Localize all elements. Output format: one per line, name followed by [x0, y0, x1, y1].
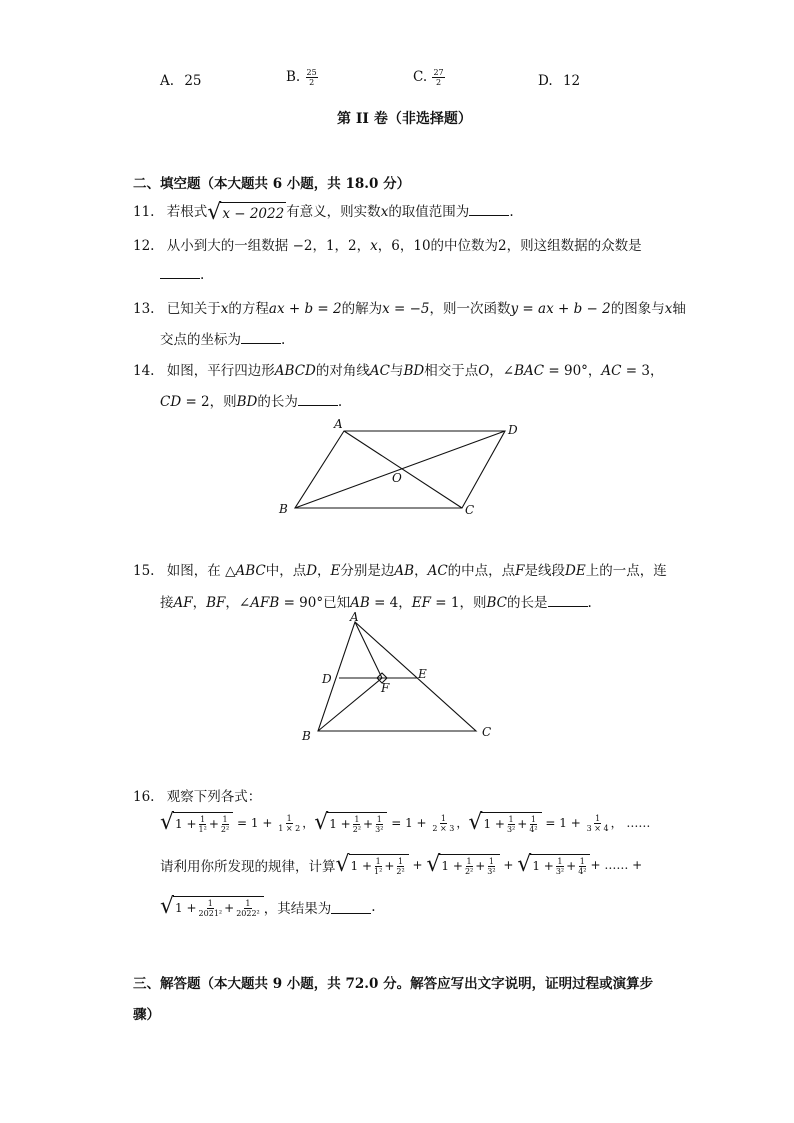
section-3-heading: 三、解答题（本大题共 9 小题，共 72.0 分。解答应写出文字说明，证明过程或演算步 — [133, 976, 654, 992]
option-a-value: 25 — [184, 73, 202, 89]
option-c-fraction: $\frac{27}{2}$ — [433, 68, 444, 87]
option-b-fraction: $\frac{25}{2}$ — [306, 68, 317, 87]
question-16-examples: √ 1 + $\frac{1}{\text{1²}}$ + $\frac{1}{\text{2²}}$ = 1 + $\frac{1}{1 \times 2}$ ， √ 1 + $\frac{1}{\text{2²}}$ + $\frac{1}{\text{3²}}$ = 1 + $\frac{1}{2 \times 3}$ ， √ 1 + $\frac{1}{\text{3²}}$ + $\frac{1}{\text{4²}}$ = 1 + $\frac{1}{3 \times 4}$ ， …… — [160, 810, 651, 835]
label-b: B — [302, 729, 311, 743]
option-b-label: B. — [286, 69, 301, 85]
option-d-value: 12 — [562, 73, 581, 89]
segment-af — [355, 622, 382, 678]
question-14: 14. 如图，平行四边形ABCD的对角线AC与BD相交于点O，∠BAC = 90°，AC = 3， — [133, 363, 664, 379]
answer-blank[interactable] — [548, 594, 588, 607]
question-13-line2: 交点的坐标为 . — [160, 332, 286, 348]
question-11: 11. 若根式 √ x − 2022 有意义，则实数x的取值范围为 . — [133, 199, 514, 225]
question-number: 15. — [133, 563, 155, 579]
label-c: C — [465, 503, 475, 517]
label-a: A — [334, 417, 343, 431]
section-2-heading: 二、填空题（本大题共 6 小题，共 18.0 分） — [133, 176, 411, 192]
label-o: O — [392, 471, 402, 485]
question-14-line2: CD = 2，则BD的长为 . — [160, 394, 343, 410]
label-a: A — [350, 612, 359, 624]
label-d: D — [322, 672, 332, 686]
question-number: 11. — [133, 204, 155, 220]
label-d: D — [508, 423, 518, 437]
question-number: 14. — [133, 363, 155, 379]
option-a — [160, 73, 202, 89]
question-16-line3: 请利用你所发现的规律，计算 √ 1 + $\frac{1}{\text{1²}}$ + $\frac{1}{\text{2²}}$ + √ 1 + $\frac{1}{\text{2²}}$ + $\frac{1}{\text{3²}}$ + √ 1 + $\frac{1}{\text{3²}}$ + $\frac{1}{\text{4²}}$ + …… + — [160, 852, 643, 877]
answer-blank[interactable] — [241, 331, 281, 344]
question-number: 12. — [133, 238, 155, 254]
question-15: 15. 如图，在 △ABC中，点D，E分别是边AB，AC的中点，点F是线段DE上的一点，连 — [133, 563, 667, 579]
question-12-line2: . — [160, 266, 204, 283]
question-12: 12. 从小到大的一组数据 −2，1，2，x，6，10的中位数为2，则这组数据的众数是 — [133, 238, 642, 254]
answer-blank[interactable] — [160, 266, 200, 279]
answer-blank[interactable] — [298, 393, 338, 406]
option-a-label: A. — [160, 73, 175, 89]
label-c: C — [482, 725, 492, 739]
option-c-label: C. — [413, 69, 428, 85]
option-c — [413, 68, 446, 87]
diagonal-bd — [295, 431, 505, 508]
label-e: E — [418, 667, 427, 681]
triangle-abc — [318, 622, 476, 731]
question-16-line4: √ 1 + $\frac{1}{\text{2021²}}$ + $\frac{1}{\text{2022²}}$ ，其结果为 . — [160, 894, 376, 919]
answer-blank[interactable] — [331, 901, 371, 914]
question-number: 16. — [133, 789, 155, 805]
parallelogram-figure — [270, 412, 530, 524]
question-13: 13. 已知关于x的方程ax + b = 2的解为x = −5，则一次函数y = ax + b − 2的图象与x轴 — [133, 301, 686, 317]
option-d-label: D. — [538, 73, 553, 89]
label-b: B — [279, 502, 288, 516]
diagonal-ac — [344, 431, 462, 508]
answer-blank[interactable] — [469, 203, 509, 216]
section-3-heading-cont: 骤） — [133, 1007, 160, 1023]
question-number: 13. — [133, 301, 155, 317]
part-title: 第 II 卷（非选择题） — [337, 111, 472, 127]
label-f: F — [381, 681, 390, 695]
question-15-line2: 接AF，BF，∠AFB = 90°已知AB = 4，EF = 1，则BC的长是 . — [160, 595, 592, 611]
option-d — [538, 73, 580, 89]
radical: √ x − 2022 — [207, 199, 285, 225]
option-b — [286, 68, 319, 87]
triangle-figure — [296, 612, 506, 747]
question-16: 16. 观察下列各式： — [133, 789, 262, 805]
